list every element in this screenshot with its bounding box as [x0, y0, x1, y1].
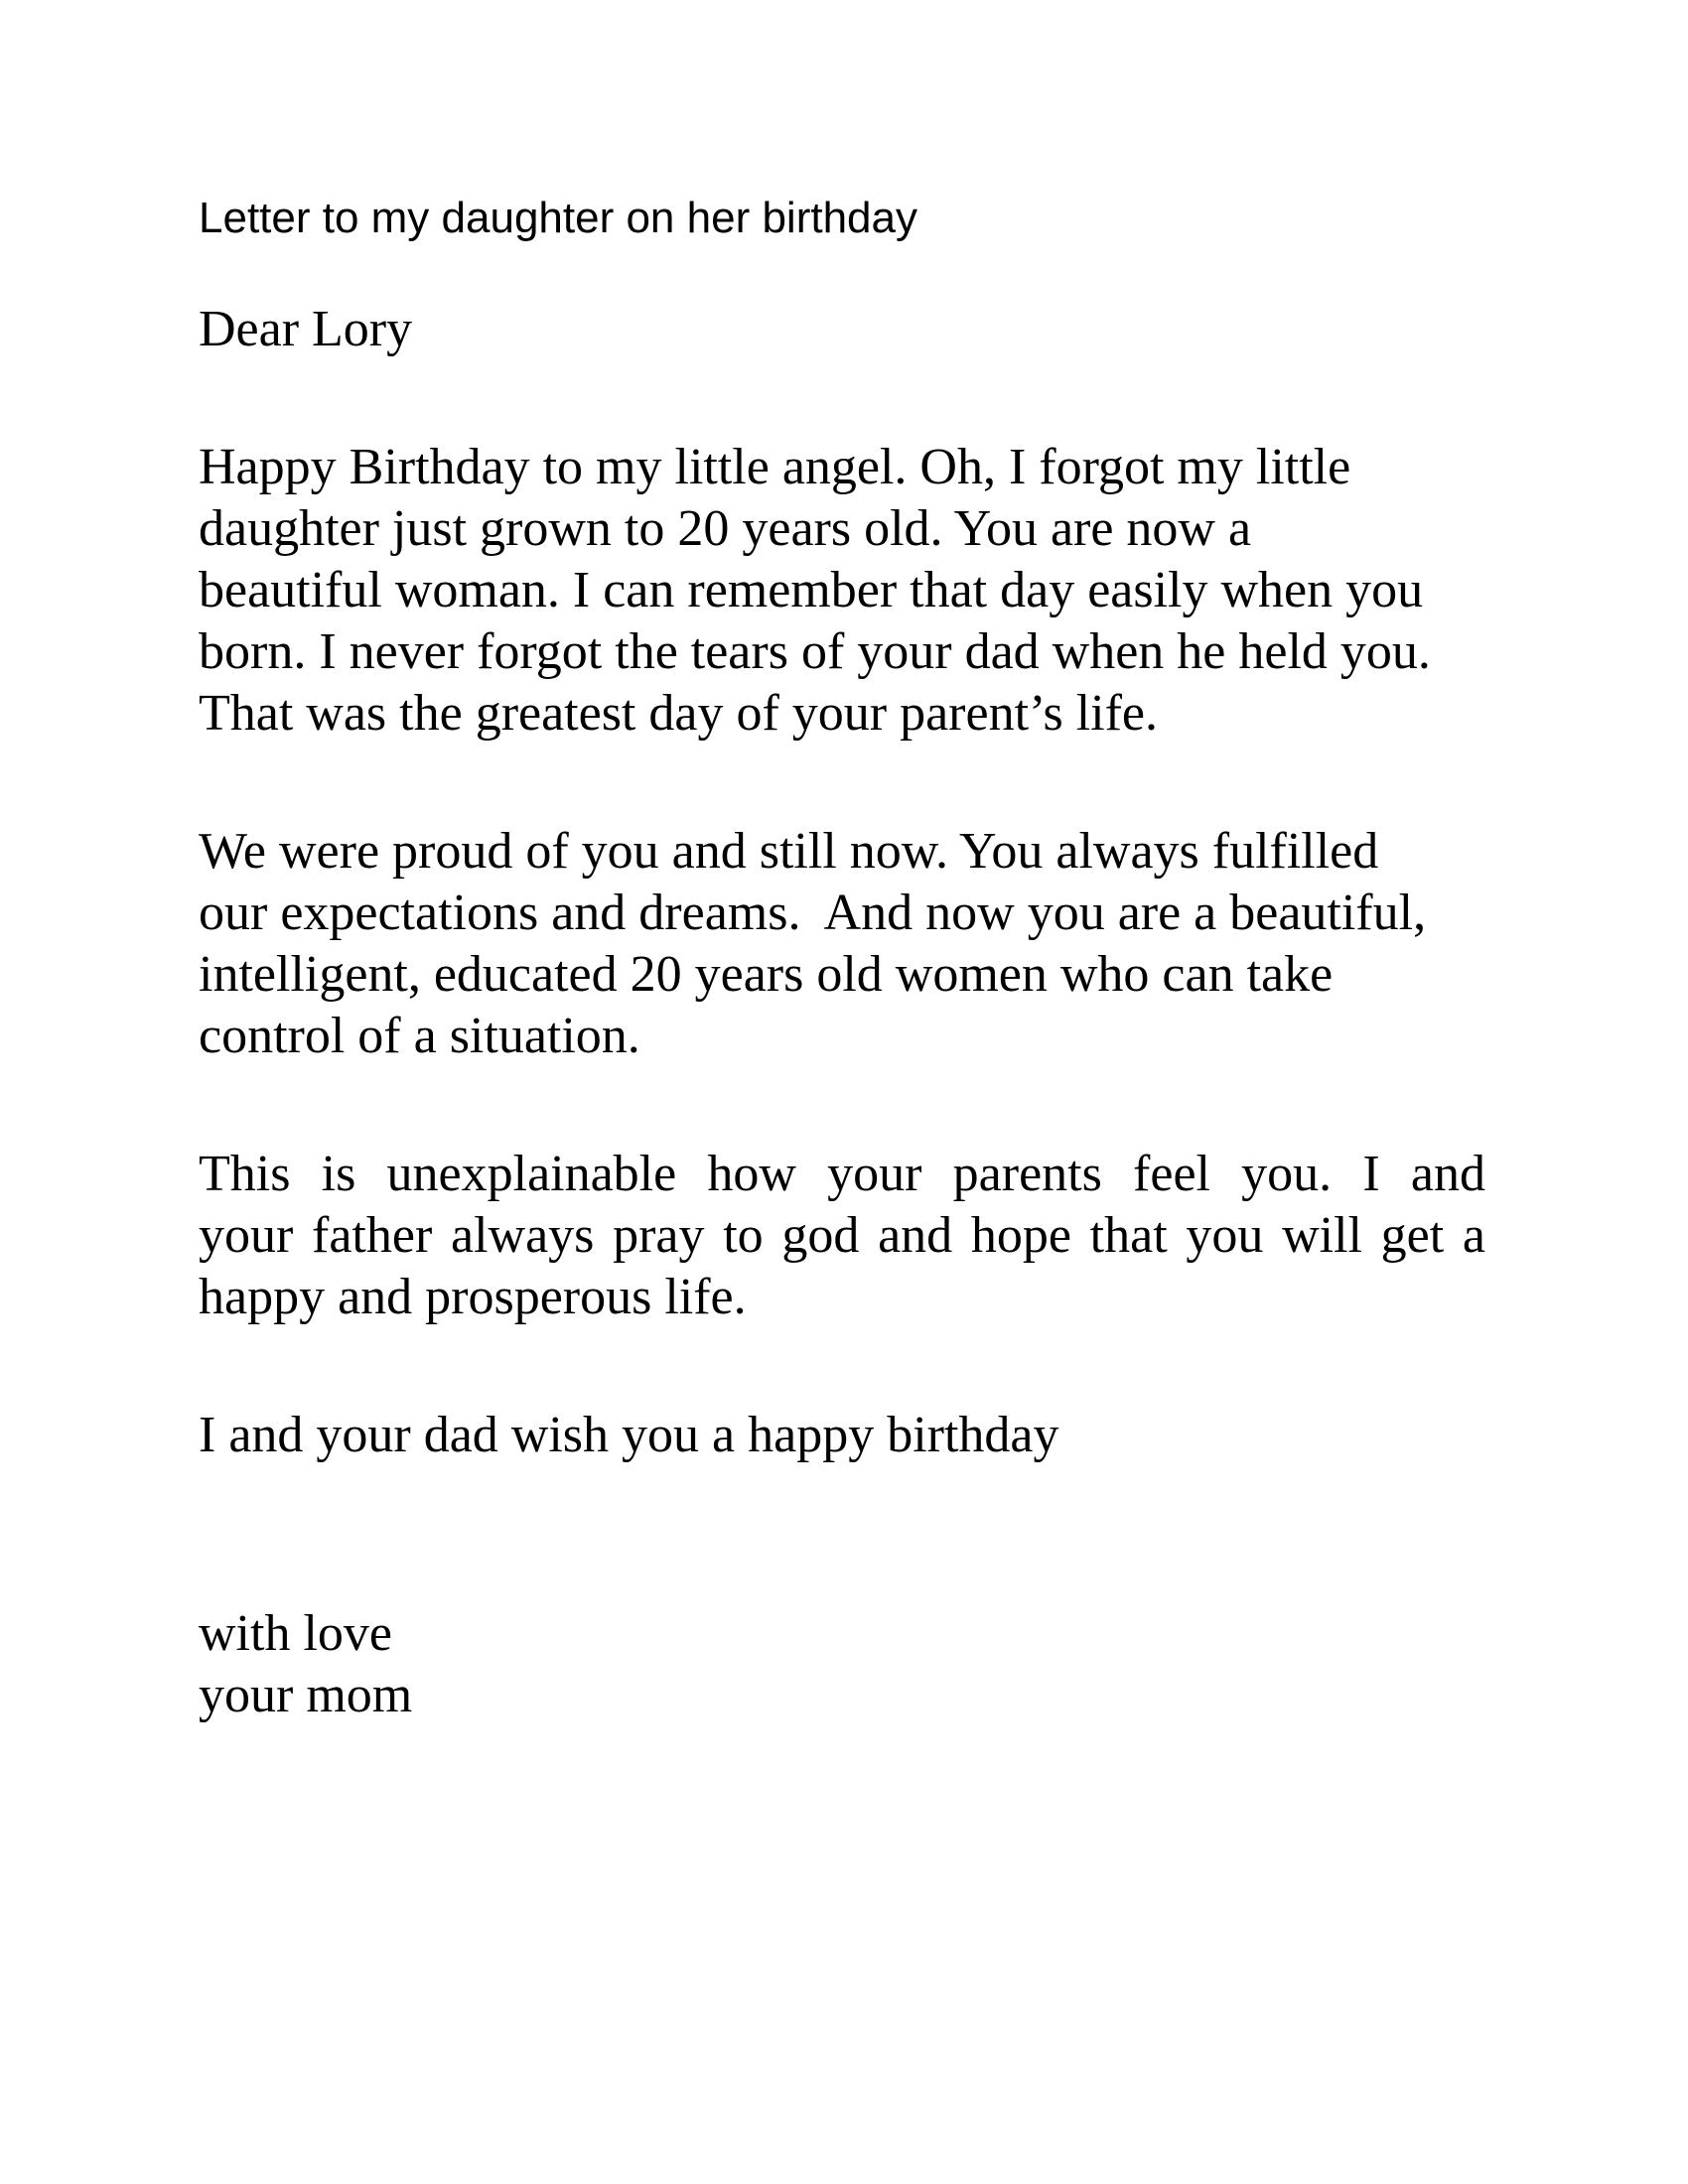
paragraph-line: Happy Birthday to my little angel. Oh, I forgot my little	[199, 439, 1351, 495]
signature: your mom	[199, 1667, 413, 1723]
closing	[199, 1603, 412, 1726]
paragraph-line: control of a situation.	[199, 1008, 640, 1064]
paragraph-line: intelligent, educated 20 years old women who can take	[199, 946, 1334, 1003]
paragraph-3	[199, 1144, 1485, 1328]
paragraph-line: born. I never forgot the tears of your dad when he held you.	[199, 623, 1431, 680]
paragraph-line: That was the greatest day of your parent’s life.	[199, 685, 1158, 742]
paragraph-line: our expectations and dreams. And now you are a beautiful,	[199, 885, 1427, 941]
paragraph-line: beautiful woman. I can remember that day easily when you	[199, 562, 1424, 618]
paragraph-4	[199, 1405, 1485, 1466]
paragraph-line: daughter just grown to 20 years old. You are now a	[199, 500, 1252, 557]
letter-title: Letter to my daughter on her birthday	[199, 194, 917, 242]
paragraph-2	[199, 821, 1485, 1067]
salutation: Dear Lory	[199, 301, 413, 357]
paragraph-line: This is unexplainable how your parents feel you. I and	[199, 1146, 1485, 1202]
closing-line-1: with love	[199, 1605, 392, 1662]
paragraph-line: your father always pray to god and hope that you will get a	[199, 1207, 1485, 1264]
paragraph-line: happy and prosperous life.	[199, 1269, 747, 1325]
paragraph-line: We were proud of you and still now. You always fulfilled	[199, 823, 1379, 880]
paragraph-line: I and your dad wish you a happy birthday	[199, 1407, 1059, 1463]
paragraph-1	[199, 437, 1485, 745]
